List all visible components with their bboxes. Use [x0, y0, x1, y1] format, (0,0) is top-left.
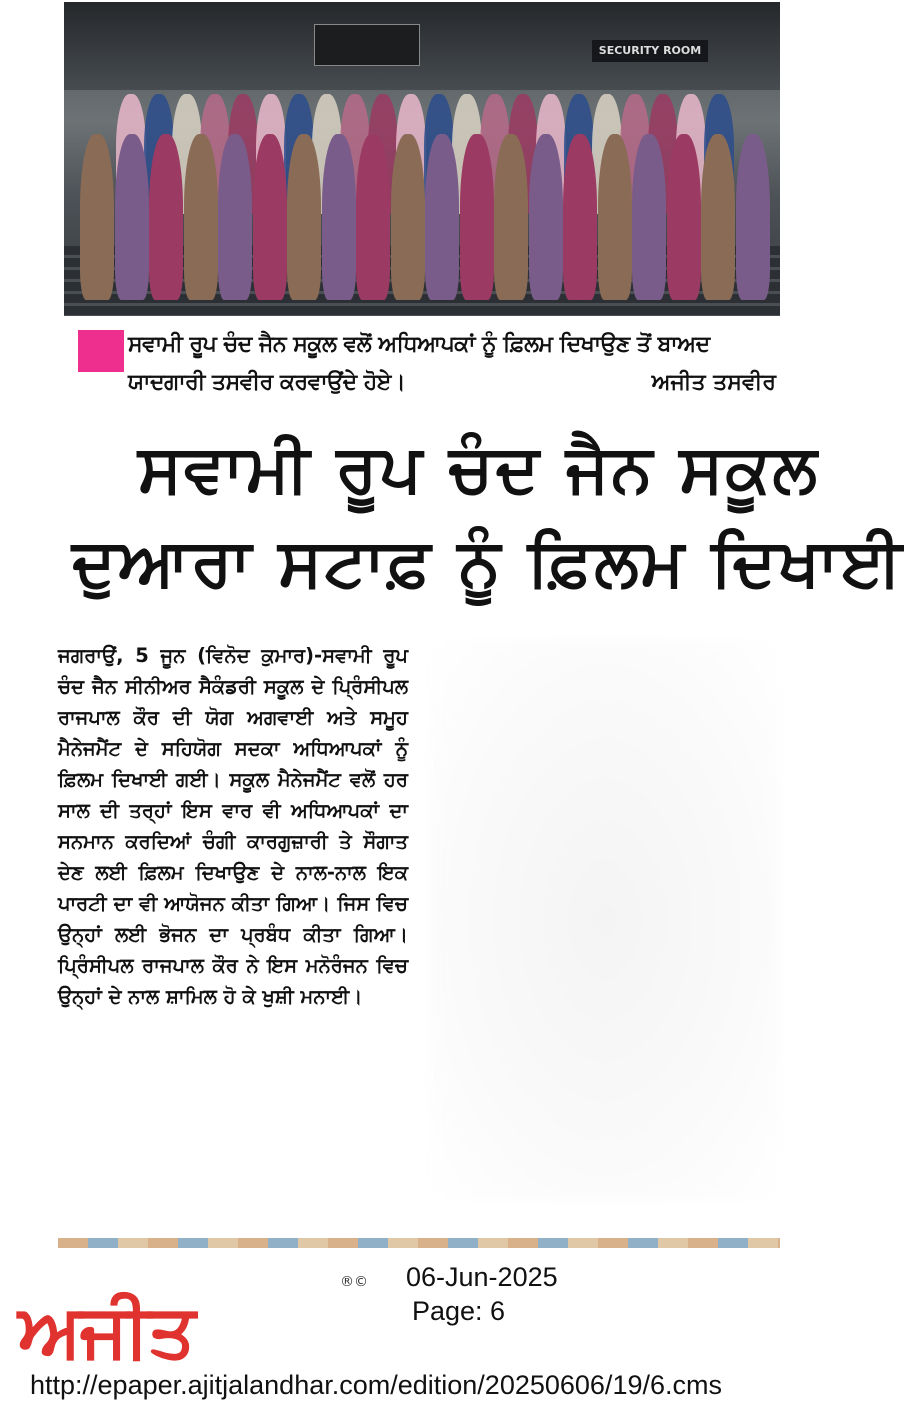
photo-caption-line1: ਸਵਾਮੀ ਰੂਪ ਚੰਦ ਜੈਨ ਸਕੂਲ ਵਲੋਂ ਅਧਿਆਪਕਾਂ ਨੂੰ ਫ਼ਿਲਮ ਦਿਖਾਉਣ ਤੋਂ ਬਾਅਦ — [128, 332, 710, 357]
headline-line1: ਸਵਾਮੀ ਰੂਪ ਚੰਦ ਜੈਨ ਸਕੂਲ — [138, 430, 819, 507]
photo-caption-line2: ਯਾਦਗਾਰੀ ਤਸਵੀਰ ਕਰਵਾਉਂਦੇ ਹੋਏ। — [128, 370, 406, 395]
photo-figure-front — [598, 134, 632, 300]
photo-security-sign: SECURITY ROOM — [592, 40, 708, 62]
photo-figure-front — [184, 134, 218, 300]
bottom-image-strip — [58, 1238, 780, 1248]
photo-figure-front — [391, 134, 425, 300]
newspaper-clipping — [58, 0, 904, 1250]
photo-figure-front — [322, 134, 356, 300]
photo-figure-front — [529, 134, 563, 300]
article-paragraph: ਜਗਰਾਉਂ, 5 ਜੂਨ (ਵਿਨੋਦ ਕੁਮਾਰ)-ਸਵਾਮੀ ਰੂਪ ਚੰਦ ਜੈਨ ਸੀਨੀਅਰ ਸੈਕੰਡਰੀ ਸਕੂਲ ਦੇ ਪ੍ਰਿੰਸੀਪਲ ਰਾਜਪਾਲ ਕੌਰ ਦੀ ਯੋਗ ਅਗਵਾਈ ਅਤੇ ਸਮੂਹ ਮੈਨੇਜਮੈਂਟ ਦੇ ਸਹਿਯੋਗ ਸਦਕਾ ਅਧਿਆਪਕਾਂ ਨੂੰ ਫ਼ਿਲਮ ਦਿਖਾਈ ਗਈ। ਸਕੂਲ ਮੈਨੇਜਮੈਂਟ ਵਲੋਂ ਹਰ ਸਾਲ ਦੀ ਤਰ੍ਹਾਂ ਇਸ ਵਾਰ ਵੀ ਅਧਿਆਪਕਾਂ ਦਾ ਸਨਮਾਨ ਕਰਦਿਆਂ ਚੰਗੀ ਕਾਰਗੁਜ਼ਾਰੀ ਤੇ ਸੌਗਾਤ ਦੇਣ ਲਈ ਫ਼ਿਲਮ ਦਿਖਾਉਣ ਦੇ ਨਾਲ-ਨਾਲ ਇਕ ਪਾਰਟੀ ਦਾ ਵੀ ਆਯੋਜਨ ਕੀਤਾ ਗਿਆ। ਜਿਸ ਵਿਚ ਉਨ੍ਹਾਂ ਲਈ ਭੋਜਨ ਦਾ ਪ੍ਰਬੰਧ ਕੀਤਾ ਗਿਆ। ਪ੍ਰਿੰਸੀਪਲ ਰਾਜਪਾਲ ਕੌਰ ਨੇ ਇਸ ਮਨੋਰੰਜਨ ਵਿਚ ਉਨ੍ਹਾਂ ਦੇ ਨਾਲ ਸ਼ਾਮਿਲ ਹੋ ਕੇ ਖੁਸ਼ੀ ਮਨਾਈ। — [58, 644, 408, 1008]
photo-cinema-sign — [314, 24, 420, 66]
photo-figure-front — [356, 134, 390, 300]
ajit-logo: ਅਜੀਤ — [18, 1288, 194, 1374]
photo-figure-front — [494, 134, 528, 300]
group-photo — [64, 2, 780, 316]
photo-crowd — [76, 94, 774, 300]
logo-registered-mark: ®© — [340, 1274, 368, 1290]
photo-credit: ਅਜੀਤ ਤਸਵੀਰ — [651, 370, 776, 395]
photo-figure-front — [632, 134, 666, 300]
page-number: Page: 6 — [412, 1296, 506, 1326]
article-body — [58, 640, 408, 1012]
photo-figure-front — [736, 134, 770, 300]
photo-figure-front — [563, 134, 597, 300]
photo-figure-front — [80, 134, 114, 300]
photo-figure-front — [460, 134, 494, 300]
edition-date: 06-Jun-2025 — [406, 1262, 558, 1292]
blurred-region — [430, 640, 780, 1200]
photo-figure-front — [253, 134, 287, 300]
photo-figure-front — [115, 134, 149, 300]
photo-figure-front — [287, 134, 321, 300]
photo-figure-front — [425, 134, 459, 300]
source-url[interactable]: http://epaper.ajitjalandhar.com/edition/20250606/19/6.cms — [30, 1370, 722, 1400]
caption-marker — [78, 330, 124, 372]
photo-figure-front — [667, 134, 701, 300]
photo-figure-front — [701, 134, 735, 300]
photo-figure-front — [149, 134, 183, 300]
photo-figure-front — [218, 134, 252, 300]
headline-line2: ਦੁਆਰਾ ਸਟਾਫ਼ ਨੂੰ ਫ਼ਿਲਮ ਦਿਖਾਈ — [72, 524, 904, 601]
